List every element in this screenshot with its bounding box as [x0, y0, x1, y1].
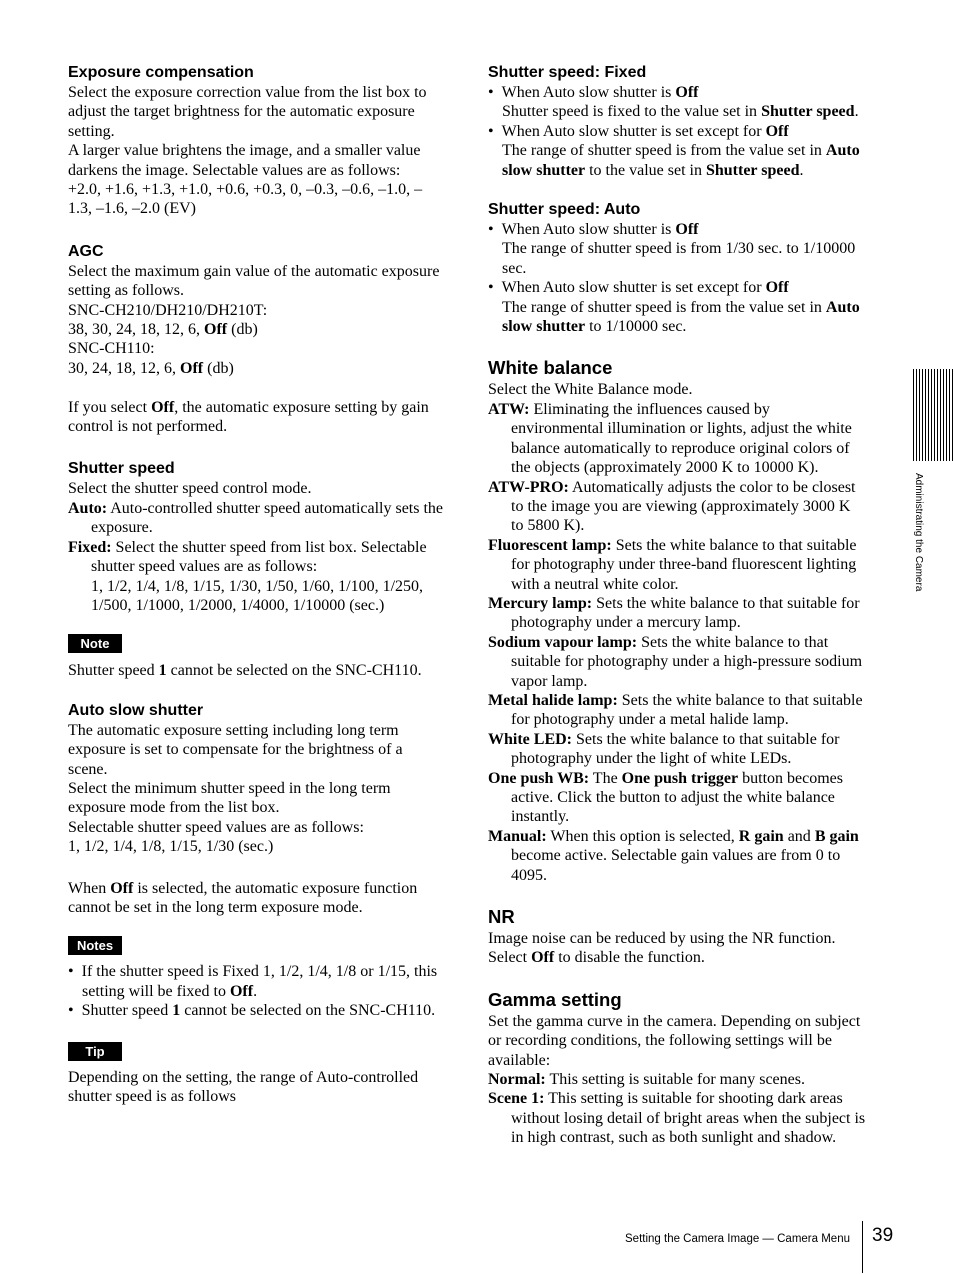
shutter-speed-intro: Select the shutter speed control mode. [68, 480, 312, 498]
white-balance-section [488, 356, 866, 885]
notes-label: Notes [68, 936, 122, 955]
auto-slow-shutter-values: 1, 1/2, 1/4, 1/8, 1/15, 1/30 (sec.) [68, 838, 274, 856]
nr-section [488, 905, 866, 968]
gamma-section [488, 988, 866, 1148]
exposure-compensation-heading: Exposure compensation [68, 64, 254, 81]
gamma-heading: Gamma setting [488, 988, 622, 1010]
shutter-speed-fixed-section [488, 63, 866, 180]
exposure-compensation-text: A larger value brightens the image, and a smaller value darkens the image. Selectable values are as follows: [68, 142, 421, 179]
wb-item-mercury: Mercury lamp: Sets the white balance to that suitable for photography under a mercury lamp. [488, 594, 860, 632]
exposure-compensation-values: +2.0, +1.6, +1.3, +1.0, +0.6, +0.3, 0, –0.3, –0.6, –1.0, –1.3, –1.6, –2.0 (EV) [68, 181, 423, 218]
white-balance-intro: Select the White Balance mode. [488, 381, 693, 399]
note-text: Shutter speed 1 cannot be selected on the SNC-CH110. [68, 662, 422, 680]
auto-slow-shutter-off-text: When Off is selected, the automatic exposure function cannot be set in the long term exposure mode. [68, 879, 418, 916]
agc-values: 38, 30, 24, 18, 12, 6, Off (db) [68, 321, 258, 339]
nr-text: Image noise can be reduced by using the NR function. [488, 930, 836, 948]
tip-text: Depending on the setting, the range of Auto-controlled shutter speed is as follows [68, 1068, 419, 1106]
side-label: Administrating the Camera [913, 473, 924, 592]
fixed-bullet: • When Auto slow shutter is set except for Off [488, 122, 789, 140]
auto-bullet-detail: The range of shutter speed is from 1/30 sec. to 1/10000 sec. [502, 240, 856, 277]
right-column [488, 63, 866, 1148]
shutter-speed-section [68, 459, 444, 615]
auto-slow-shutter-section [68, 701, 444, 918]
auto-slow-shutter-text: Selectable shutter speed values are as follows: [68, 818, 364, 836]
notes-section [68, 936, 444, 1020]
auto-bullet: • When Auto slow shutter is set except for Off [488, 279, 789, 297]
wb-item-atw-pro: ATW-PRO: Automatically adjusts the color to be closest to the image you are viewing (approximately 3000 K to 5800 K). [488, 478, 856, 535]
fixed-bullet-detail: The range of shutter speed is from the value set in Auto slow shutter to the value set in Shutter speed. [502, 142, 860, 179]
footer-divider [862, 1221, 863, 1273]
wb-item-atw: ATW: Eliminating the influences caused by environmental illumination or lights, adjust the white balance automatically to reproduce original colors of the objects (approximately 2000 K to 10000 K). [488, 400, 852, 477]
wb-item-manual: Manual: When this option is selected, R gain and B gain become active. Selectable gain values are from 0 to 4095. [488, 827, 859, 884]
notes-bullet: • If the shutter speed is Fixed 1, 1/2, 1/4, 1/8 or 1/15, this setting will be fixed to Off. [68, 963, 438, 1000]
wb-item-white-led: White LED: Sets the white balance to that suitable for photography under the light of white LEDs. [488, 730, 840, 768]
wb-item-one-push: One push WB: The One push trigger button becomes active. Click the button to adjust the white balance instantly. [488, 769, 843, 826]
footer-section-title: Setting the Camera Image — Camera Menu [625, 1233, 850, 1245]
notes-bullet: • Shutter speed 1 cannot be selected on the SNC-CH110. [68, 1002, 436, 1020]
gamma-item-normal: Normal: This setting is suitable for many scenes. [488, 1071, 805, 1089]
tip-section [68, 1042, 444, 1107]
wb-item-sodium: Sodium vapour lamp: Sets the white balance to that suitable for photography under a high-pressure sodium vapor lamp. [488, 633, 863, 690]
auto-bullet-detail: The range of shutter speed is from the value set in Auto slow shutter to 1/10000 sec. [502, 298, 860, 336]
white-balance-heading: White balance [488, 357, 613, 379]
agc-heading: AGC [68, 242, 104, 260]
auto-slow-shutter-heading: Auto slow shutter [68, 701, 204, 719]
exposure-compensation-section [68, 63, 444, 219]
shutter-speed-fixed-values: 1, 1/2, 1/4, 1/8, 1/15, 1/30, 1/50, 1/60, 1/100, 1/250, 1/500, 1/1000, 1/2000, 1/4000, 1/10000 (sec.) [91, 577, 424, 614]
agc-off-text: If you select Off, the automatic exposure setting by gain control is not performed. [68, 398, 429, 436]
agc-section [68, 242, 444, 437]
shutter-speed-auto-heading: Shutter speed: Auto [488, 201, 641, 219]
agc-text: Select the maximum gain value of the automatic exposure setting as follows. [68, 262, 440, 300]
shutter-speed-auto: Auto: Auto-controlled shutter speed automatically sets the exposure. [68, 499, 444, 537]
fixed-bullet: • When Auto slow shutter is Off [488, 84, 699, 101]
fixed-bullet-detail: Shutter speed is fixed to the value set in Shutter speed. [502, 103, 859, 121]
exposure-compensation-text: Select the exposure correction value from the list box to adjust the target brightness for the automatic exposure setting. [68, 84, 427, 140]
nr-heading: NR [488, 906, 515, 928]
wb-item-fluorescent: Fluorescent lamp: Sets the white balance to that suitable for photography under three-band fluorescent lighting with a neutral white color. [488, 536, 857, 593]
shutter-speed-heading: Shutter speed [68, 460, 175, 478]
agc-model: SNC-CH210/DH210/DH210T: [68, 301, 268, 319]
shutter-speed-auto-section [488, 200, 866, 336]
side-tab-stripes [913, 369, 954, 461]
agc-values: 30, 24, 18, 12, 6, Off (db) [68, 359, 234, 377]
left-column [68, 63, 444, 1106]
note-label: Note [68, 634, 122, 653]
auto-bullet: • When Auto slow shutter is Off [488, 221, 699, 239]
note-section [68, 634, 444, 680]
tip-label: Tip [68, 1042, 122, 1061]
wb-item-metal-halide: Metal halide lamp: Sets the white balance to that suitable for photography under a metal halide lamp. [488, 691, 863, 729]
agc-model: SNC-CH110: [68, 340, 155, 358]
gamma-item-scene1: Scene 1: This setting is suitable for shooting dark areas without losing detail of bright areas when the subject is in high contrast, such as both sunlight and shadow. [488, 1090, 866, 1147]
auto-slow-shutter-text: Select the minimum shutter speed in the long term exposure mode from the list box. [68, 779, 391, 817]
auto-slow-shutter-text: The automatic exposure setting including long term exposure is set to compensate for the brightness of a scene. [68, 721, 403, 778]
gamma-text: Set the gamma curve in the camera. Depending on subject or recording conditions, the following settings will be available: [488, 1012, 861, 1069]
nr-text: Select Off to disable the function. [488, 949, 705, 967]
page-number: 39 [872, 1225, 894, 1246]
shutter-speed-fixed-heading: Shutter speed: Fixed [488, 64, 647, 81]
shutter-speed-fixed: Fixed: Select the shutter speed from list box. Selectable shutter speed values are as follows: [68, 538, 427, 576]
